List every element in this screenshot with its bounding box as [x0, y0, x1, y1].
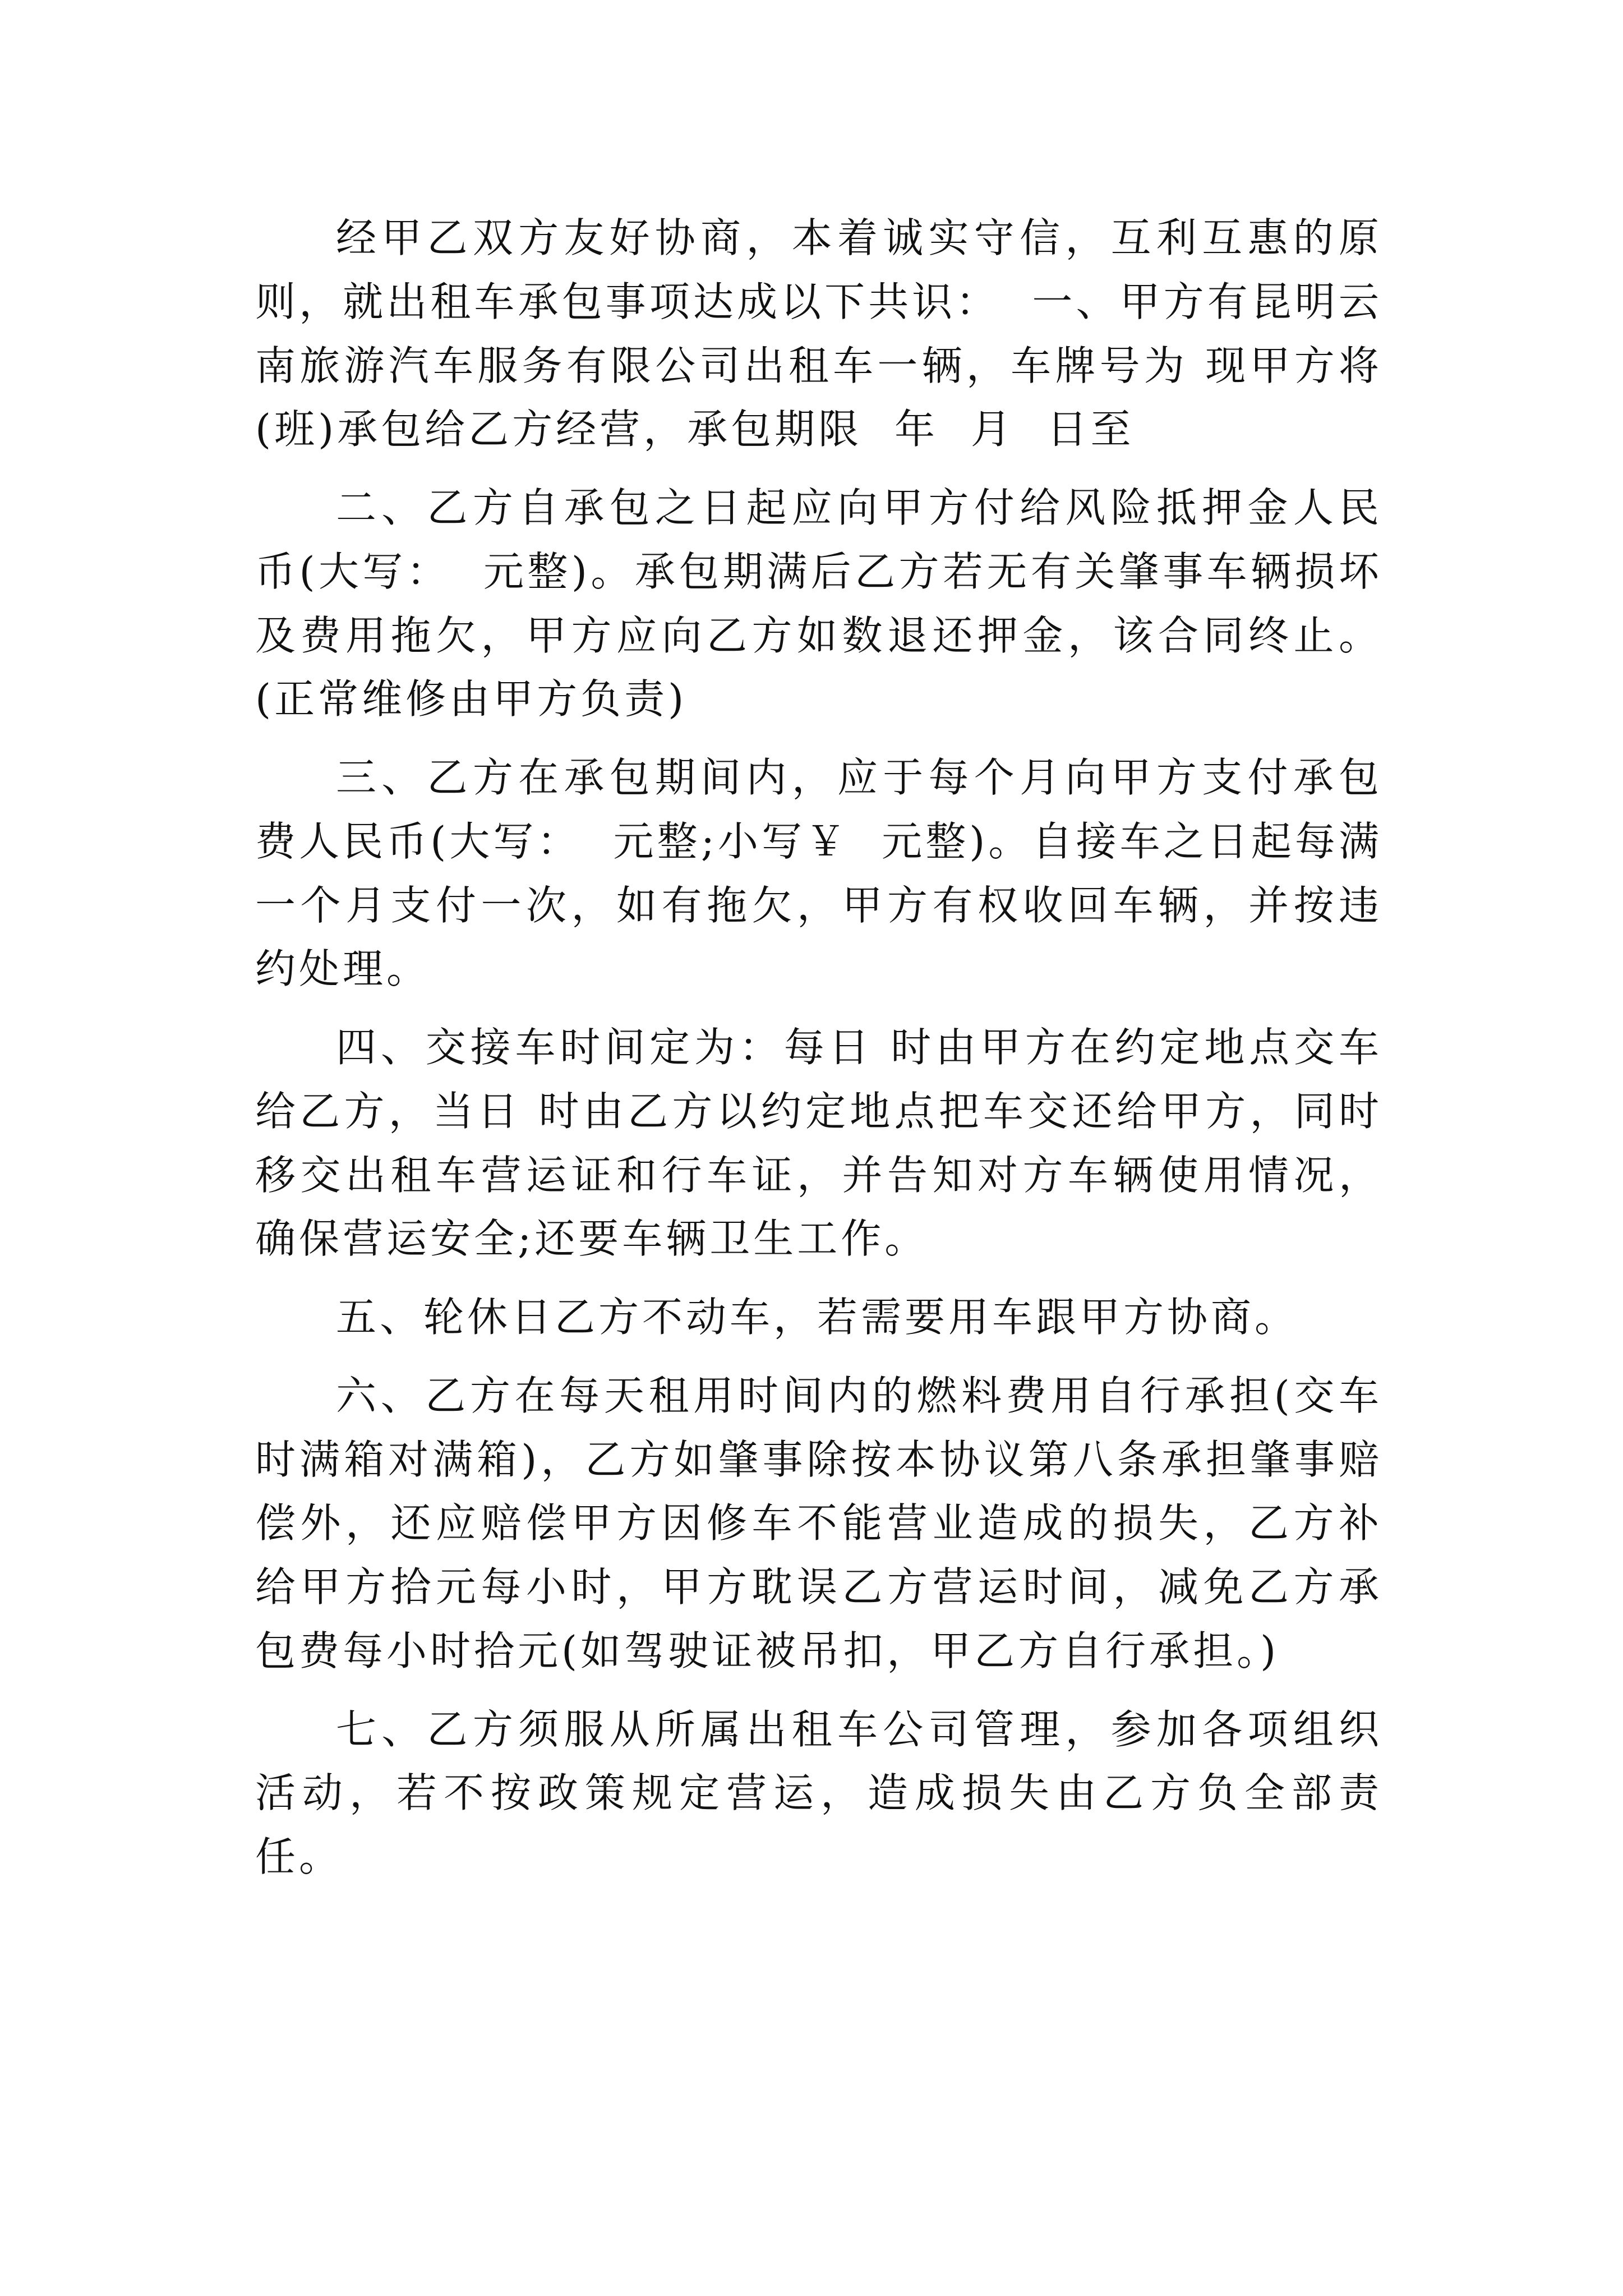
- paragraph-clause-7: 七、乙方须服从所属出租车公司管理，参加各项组织活动，若不按政策规定营运，造成损失由乙方负全部责任。: [255, 1705, 1382, 1880]
- document-page: [255, 206, 1399, 1889]
- paragraph-clause-3: 三、乙方在承包期间内，应于每个月向甲方支付承包费人民币(大写： 元整;小写￥ 元整)。自接车之日起每满一个月支付一次，如有拖欠，甲方有权收回车辆，并按违约处理。: [255, 754, 1382, 993]
- paragraph-clause-6: 六、乙方在每天租用时间内的燃料费用自行承担(交车时满箱对满箱)，乙方如肇事除按本协议第八条承担肇事赔偿外，还应赔偿甲方因修车不能营业造成的损失，乙方补给甲方拾元每小时，甲方耽误乙方营运时间，减免乙方承包费每小时拾元(如驾驶证被吊扣，甲乙方自行承担。): [255, 1372, 1382, 1674]
- paragraph-clause-4: 四、交接车时间定为：每日 时由甲方在约定地点交车给乙方，当日 时由乙方以约定地点把车交还给甲方，同时移交出租车营运证和行车证，并告知对方车辆使用情况，确保营运安全;还要车辆卫生工作。: [255, 1024, 1382, 1263]
- paragraph-clause-5: 五、轮休日乙方不动车，若需要用车跟甲方协商。: [336, 1294, 1299, 1341]
- paragraph-clause-2: 二、乙方自承包之日起应向甲方付给风险抵押金人民币(大写： 元整)。承包期满后乙方若无有关肇事车辆损坏及费用拖欠，甲方应向乙方如数退还押金，该合同终止。(正常维修由甲方负责): [255, 484, 1382, 723]
- paragraph-intro-clause-1: 经甲乙双方友好协商，本着诚实守信，互利互惠的原则，就出租车承包事项达成以下共识： 一、甲方有昆明云南旅游汽车服务有限公司出租车一辆，车牌号为 现甲方将 (班)承包给乙方经营，承包期限 年 月 日至: [255, 214, 1399, 453]
